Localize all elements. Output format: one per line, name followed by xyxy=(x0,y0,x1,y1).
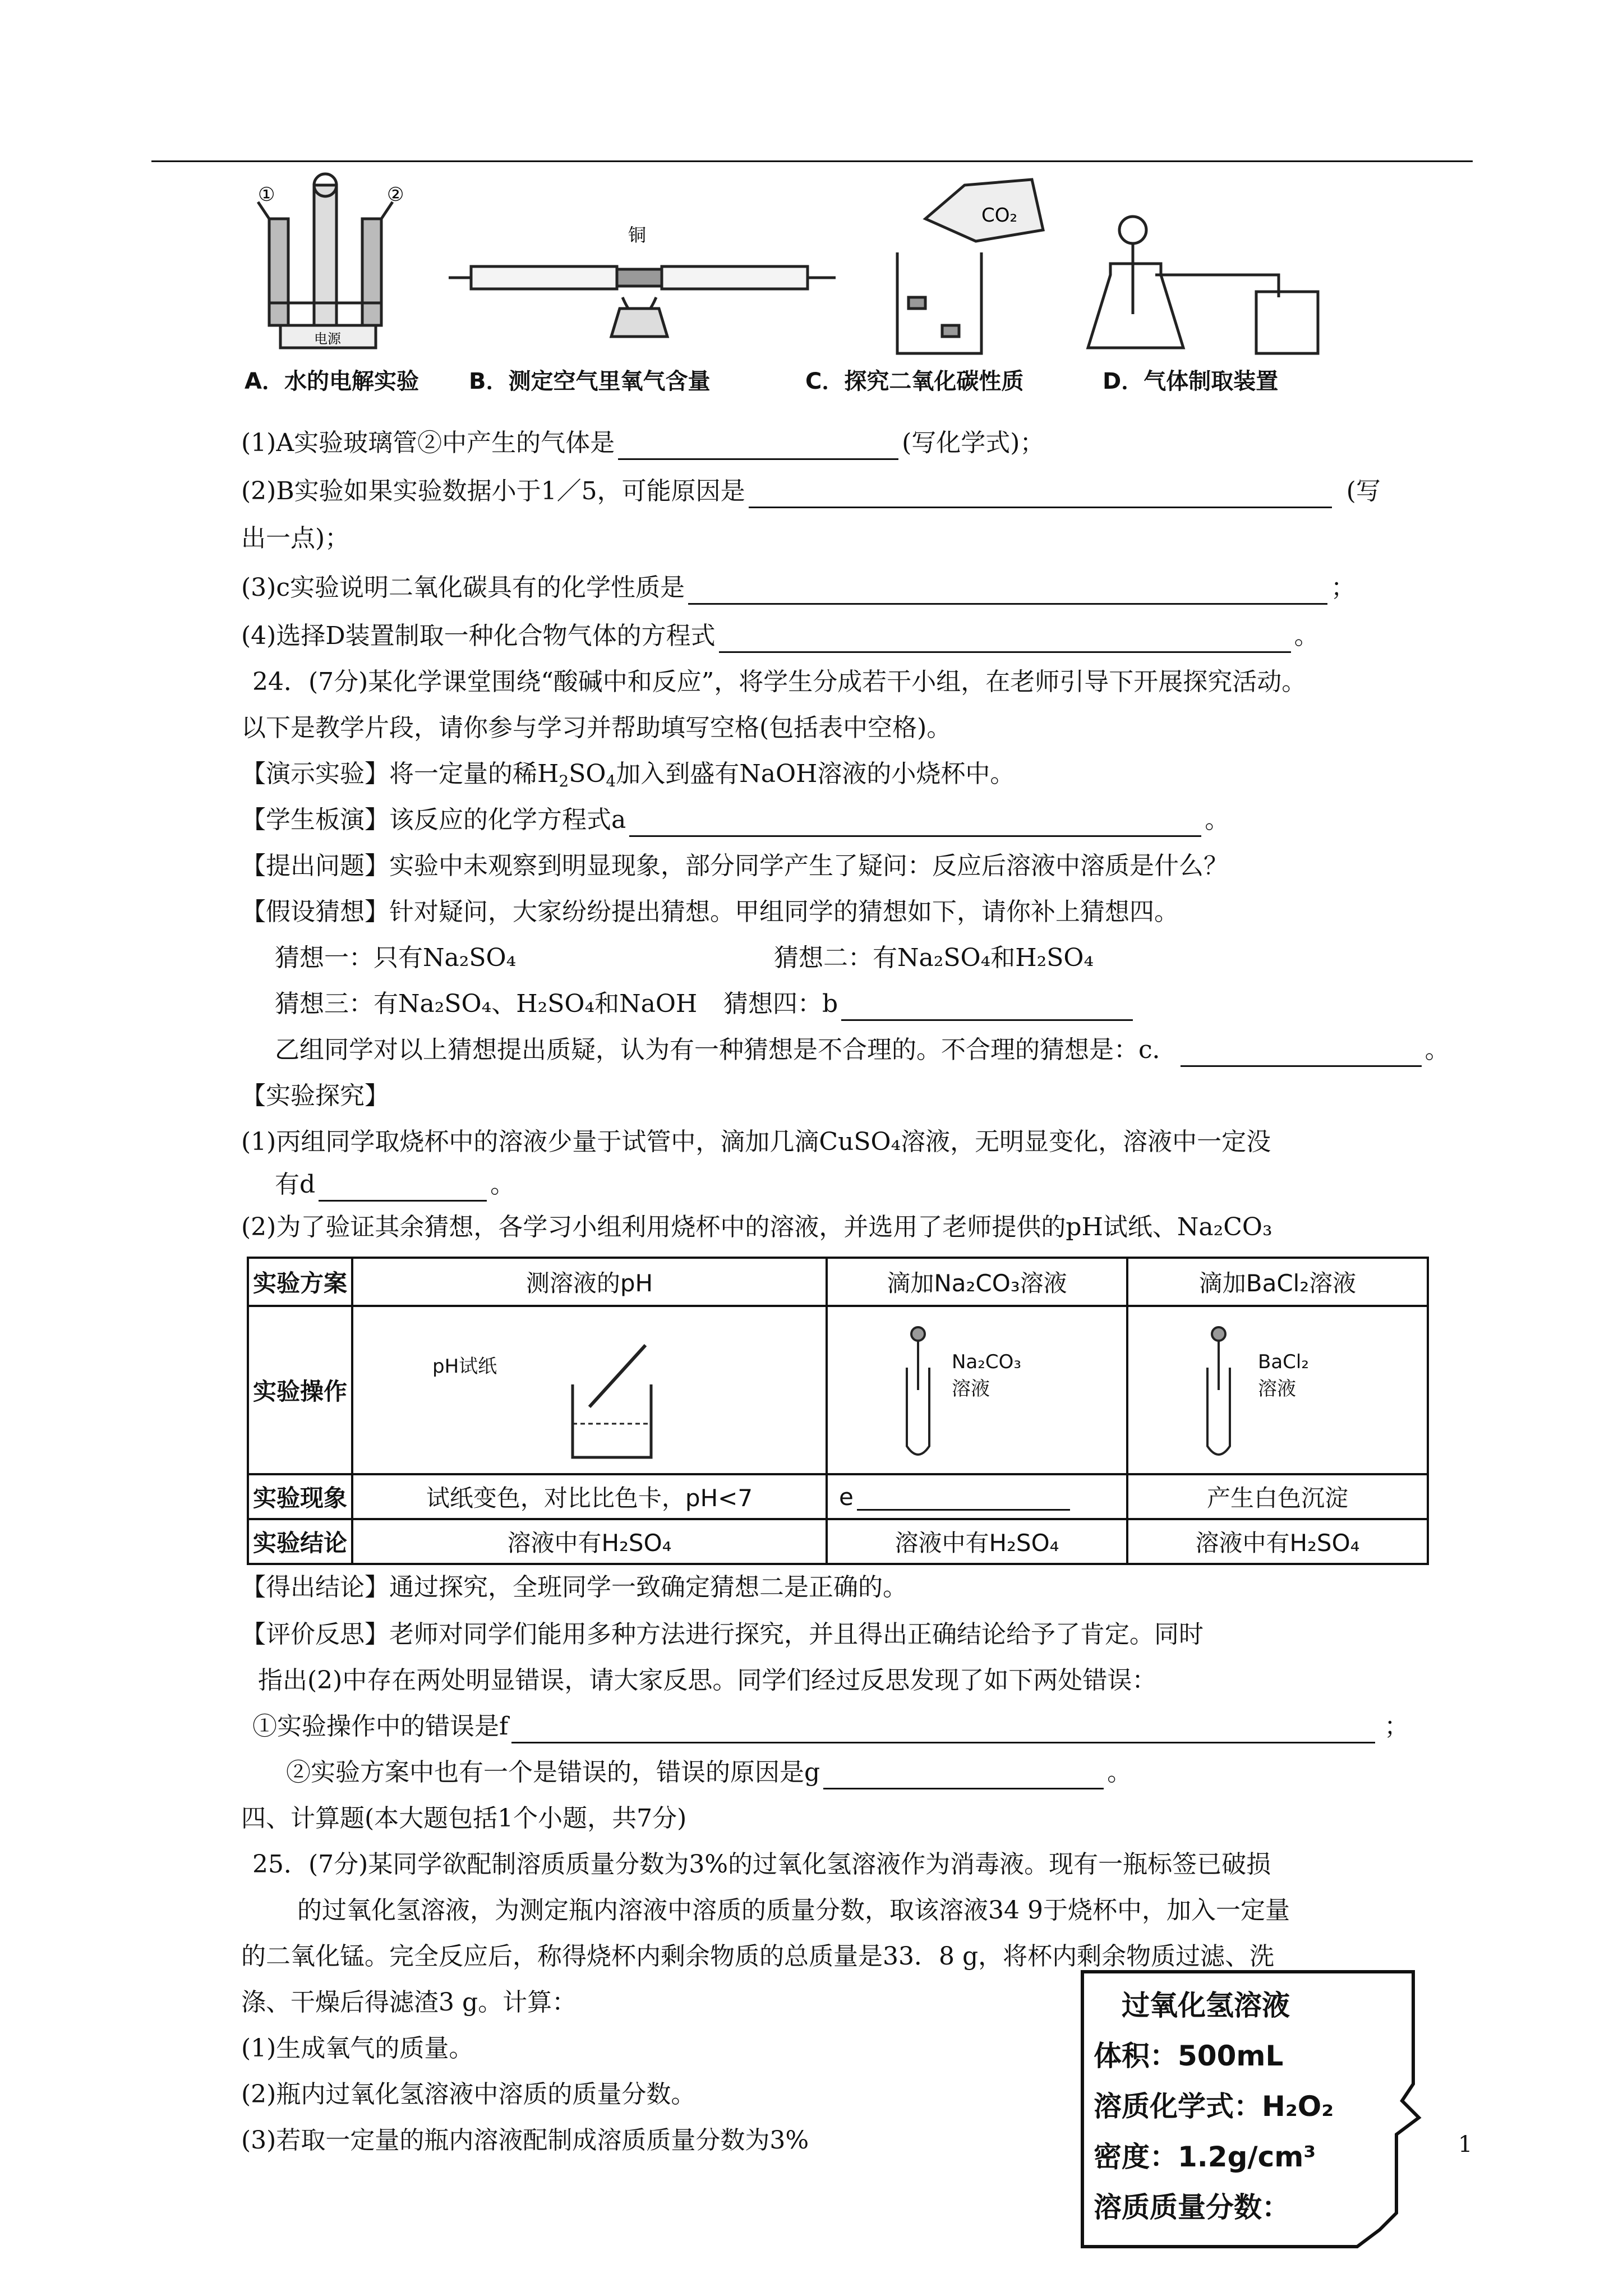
answer-blank-a[interactable] xyxy=(629,811,1201,837)
test-tube-icon xyxy=(1196,1323,1241,1469)
q24-e1b xyxy=(275,1168,515,1202)
e-label: e xyxy=(839,1483,854,1511)
board-tail: 。 xyxy=(1205,806,1230,834)
q24-e1a: (1)丙组同学取烧杯中的溶液少量于试管中，滴加几滴CuSO₄溶液，无明显变化，溶液中一定没 xyxy=(241,1128,1271,1156)
table-header: 滴加BaCl₂溶液 xyxy=(1127,1258,1428,1306)
table-cell: 溶液中有H₂SO₄ xyxy=(352,1519,827,1564)
electrode-2-label: ② xyxy=(387,183,404,206)
q24-intro-1: 24．(7分)某化学课堂围绕“酸碱中和反应”，将学生分成若干小组，在老师引导下开展探究活动。 xyxy=(252,668,1307,696)
q23-3-tail: ； xyxy=(1330,573,1355,602)
bacl2-label: BaCl₂ 溶液 xyxy=(1258,1351,1309,1400)
top-rule xyxy=(151,160,1473,162)
guess-4 xyxy=(723,987,1136,1021)
guess-3: 猜想三：有Na₂SO₄、H₂SO₄和NaOH xyxy=(275,990,698,1018)
error-2-text: ②实验方案中也有一个是错误的，错误的原因是g xyxy=(286,1758,820,1787)
q23-2-tail: (写 xyxy=(1346,477,1381,505)
error-2 xyxy=(286,1756,1132,1789)
q24-explore: 【实验探究】 xyxy=(241,1082,389,1110)
q24-demo: 【演示实验】将一定量的稀$H_2SO_4$加入到盛有NaOH溶液的小烧杯中。 xyxy=(241,760,1015,790)
na2co3-label: Na₂CO₃ 溶液 xyxy=(952,1351,1022,1400)
table-cell-blank-e[interactable] xyxy=(827,1474,1127,1519)
error-1-text: ①实验操作中的错误是f xyxy=(252,1712,509,1741)
q23-4-tail: 。 xyxy=(1294,622,1319,650)
demo-text-a: 【演示实验】将一定量的稀H xyxy=(241,760,559,788)
q25-sub-1: (1)生成氧气的质量。 xyxy=(241,2034,474,2063)
electrode-1-label: ① xyxy=(258,183,275,206)
ph-paper-label: pH试纸 xyxy=(432,1355,497,1378)
q23-line-4 xyxy=(241,619,1319,653)
q23-4-text: (4)选择D装置制取一种化合物气体的方程式 xyxy=(241,622,716,650)
table-cell: 产生白色沉淀 xyxy=(1127,1474,1428,1519)
q23-3-text: (3)c实验说明二氧化碳具有的化学性质是 xyxy=(241,573,685,602)
copper-label: 铜 xyxy=(628,224,647,246)
label-title: 过氧化氢溶液 xyxy=(1122,1989,1290,2022)
conclusion: 【得出结论】通过探究，全班同学一致确定猜想二是正确的。 xyxy=(241,1573,907,1602)
caption-b: B．测定空气里氧气含量 xyxy=(469,369,711,394)
q24-hypothesis: 【假设猜想】针对疑问，大家纷纷提出猜想。甲组同学的猜想如下，请你补上猜想四。 xyxy=(241,898,1179,926)
answer-blank[interactable] xyxy=(719,627,1291,653)
electrolysis-apparatus xyxy=(258,174,393,348)
answer-blank[interactable] xyxy=(618,434,898,460)
q24-intro-2: 以下是教学片段，请你参与学习并帮助填写空格(包括表中空格)。 xyxy=(241,714,952,742)
caption-d: D．气体制取装置 xyxy=(1103,369,1279,394)
error-2-tail: 。 xyxy=(1107,1758,1132,1787)
q25-line-4: 涤、干燥后得滤渣3 g。计算： xyxy=(241,1988,577,2017)
syringe-apparatus xyxy=(449,266,836,337)
label-formula: 溶质化学式：H₂O₂ xyxy=(1094,2090,1334,2123)
guess-2: 猜想二：有Na₂SO₄和H₂SO₄ xyxy=(774,944,1094,972)
label-volume: 体积：500mL xyxy=(1094,2040,1284,2072)
co2-label: CO₂ xyxy=(981,204,1018,227)
answer-blank-c[interactable] xyxy=(1181,1041,1422,1067)
q23-line-2b: 出一点)； xyxy=(241,524,350,553)
answer-blank[interactable] xyxy=(749,482,1332,508)
table-header: 测溶液的pH xyxy=(352,1258,827,1306)
beaker-icon xyxy=(556,1334,668,1463)
experiment-table xyxy=(247,1257,1429,1565)
table-cell: 溶液中有H₂SO₄ xyxy=(827,1519,1127,1564)
e1b-text: 有d xyxy=(275,1170,316,1199)
co2-apparatus xyxy=(897,180,1043,353)
demo-text-c: 加入到盛有NaOH溶液的小烧杯中。 xyxy=(616,760,1015,788)
power-label: 电源 xyxy=(314,331,341,347)
guess-1: 猜想一：只有Na₂SO₄ xyxy=(275,944,517,972)
page-number: 1 xyxy=(1458,2132,1473,2157)
q25-line-3: 的二氧化锰。完全反应后，称得烧杯内剩余物质的总质量是33．8 g，将杯内剩余物质过滤、洗 xyxy=(241,1942,1275,1971)
q23-line-2 xyxy=(241,475,1381,508)
table-row-label: 实验操作 xyxy=(248,1306,352,1474)
q23-line-1 xyxy=(241,426,1044,460)
error-1 xyxy=(252,1710,1409,1743)
answer-blank-b[interactable] xyxy=(841,995,1133,1021)
apparatus-figures xyxy=(236,168,1357,370)
table-header: 滴加Na₂CO₃溶液 xyxy=(827,1258,1127,1306)
reflect-2: 指出(2)中存在两处明显错误，请大家反思。同学们经过反思发现了如下两处错误： xyxy=(258,1666,1157,1695)
bottle-label xyxy=(1077,1966,1424,2258)
label-fraction: 溶质质量分数： xyxy=(1094,2191,1290,2224)
answer-blank[interactable] xyxy=(688,578,1327,605)
q24-doubt xyxy=(275,1033,1450,1067)
gas-generation-apparatus xyxy=(1088,217,1318,353)
e1c-text: 。 xyxy=(490,1170,515,1199)
q25-sub-2: (2)瓶内过氧化氢溶液中溶质的质量分数。 xyxy=(241,2080,696,2109)
test-tube-icon xyxy=(896,1323,940,1469)
answer-blank-e[interactable] xyxy=(857,1487,1070,1511)
q25-sub-3: (3)若取一定量的瓶内溶液配制成溶质质量分数为3% xyxy=(241,2126,809,2155)
q23-1-tail: (写化学式)； xyxy=(902,429,1045,457)
table-header: 实验方案 xyxy=(248,1258,352,1306)
caption-c: C．探究二氧化碳性质 xyxy=(805,369,1024,394)
ph-test-illustration xyxy=(352,1306,827,1474)
bacl2-illustration xyxy=(1127,1306,1428,1474)
label-density: 密度：1.2g/cm³ xyxy=(1094,2141,1316,2173)
q24-e2: (2)为了验证其余猜想，各学习小组利用烧杯中的溶液，并选用了老师提供的pH试纸、Na₂CO₃ xyxy=(241,1213,1272,1241)
q25-line-1: 25．(7分)某同学欲配制溶质质量分数为3%的过氧化氢溶液作为消毒液。现有一瓶标签已破损 xyxy=(252,1850,1271,1879)
na2co3-illustration xyxy=(827,1306,1127,1474)
section-4-heading: 四、计算题(本大题包括1个小题，共7分) xyxy=(241,1804,687,1833)
table-cell: 试纸变色，对比比色卡，pH<7 xyxy=(352,1474,827,1519)
guess-4-text: 猜想四：b xyxy=(723,990,838,1018)
caption-a: A．水的电解实验 xyxy=(245,369,419,394)
board-text: 【学生板演】该反应的化学方程式a xyxy=(241,806,626,834)
q24-board xyxy=(241,803,1229,837)
answer-blank-g[interactable] xyxy=(823,1763,1104,1789)
demo-text-b: SO xyxy=(569,760,606,788)
doubt-tail: 。 xyxy=(1424,1036,1450,1064)
answer-blank-d[interactable] xyxy=(319,1175,487,1202)
answer-blank-f[interactable] xyxy=(511,1717,1375,1743)
table-cell: 溶液中有H₂SO₄ xyxy=(1127,1519,1428,1564)
q23-line-3 xyxy=(241,571,1355,605)
reflect-1: 【评价反思】老师对同学们能用多种方法进行探究，并且得出正确结论给予了肯定。同时 xyxy=(241,1620,1204,1649)
table-row-label: 实验现象 xyxy=(248,1474,352,1519)
error-1-tail: ； xyxy=(1384,1712,1409,1741)
q24-question: 【提出问题】实验中未观察到明显现象，部分同学产生了疑问：反应后溶液中溶质是什么？ xyxy=(241,852,1228,880)
q23-1-text: (1)A实验玻璃管②中产生的气体是 xyxy=(241,429,615,457)
table-row-label: 实验结论 xyxy=(248,1519,352,1564)
doubt-text: 乙组同学对以上猜想提出质疑，认为有一种猜想是不合理的。不合理的猜想是：c． xyxy=(275,1036,1177,1064)
q23-2-text: (2)B实验如果实验数据小于1／5，可能原因是 xyxy=(241,477,745,505)
q25-line-2: 的过氧化氢溶液，为测定瓶内溶液中溶质的质量分数，取该溶液34 9于烧杯中，加入一定量 xyxy=(297,1896,1290,1925)
